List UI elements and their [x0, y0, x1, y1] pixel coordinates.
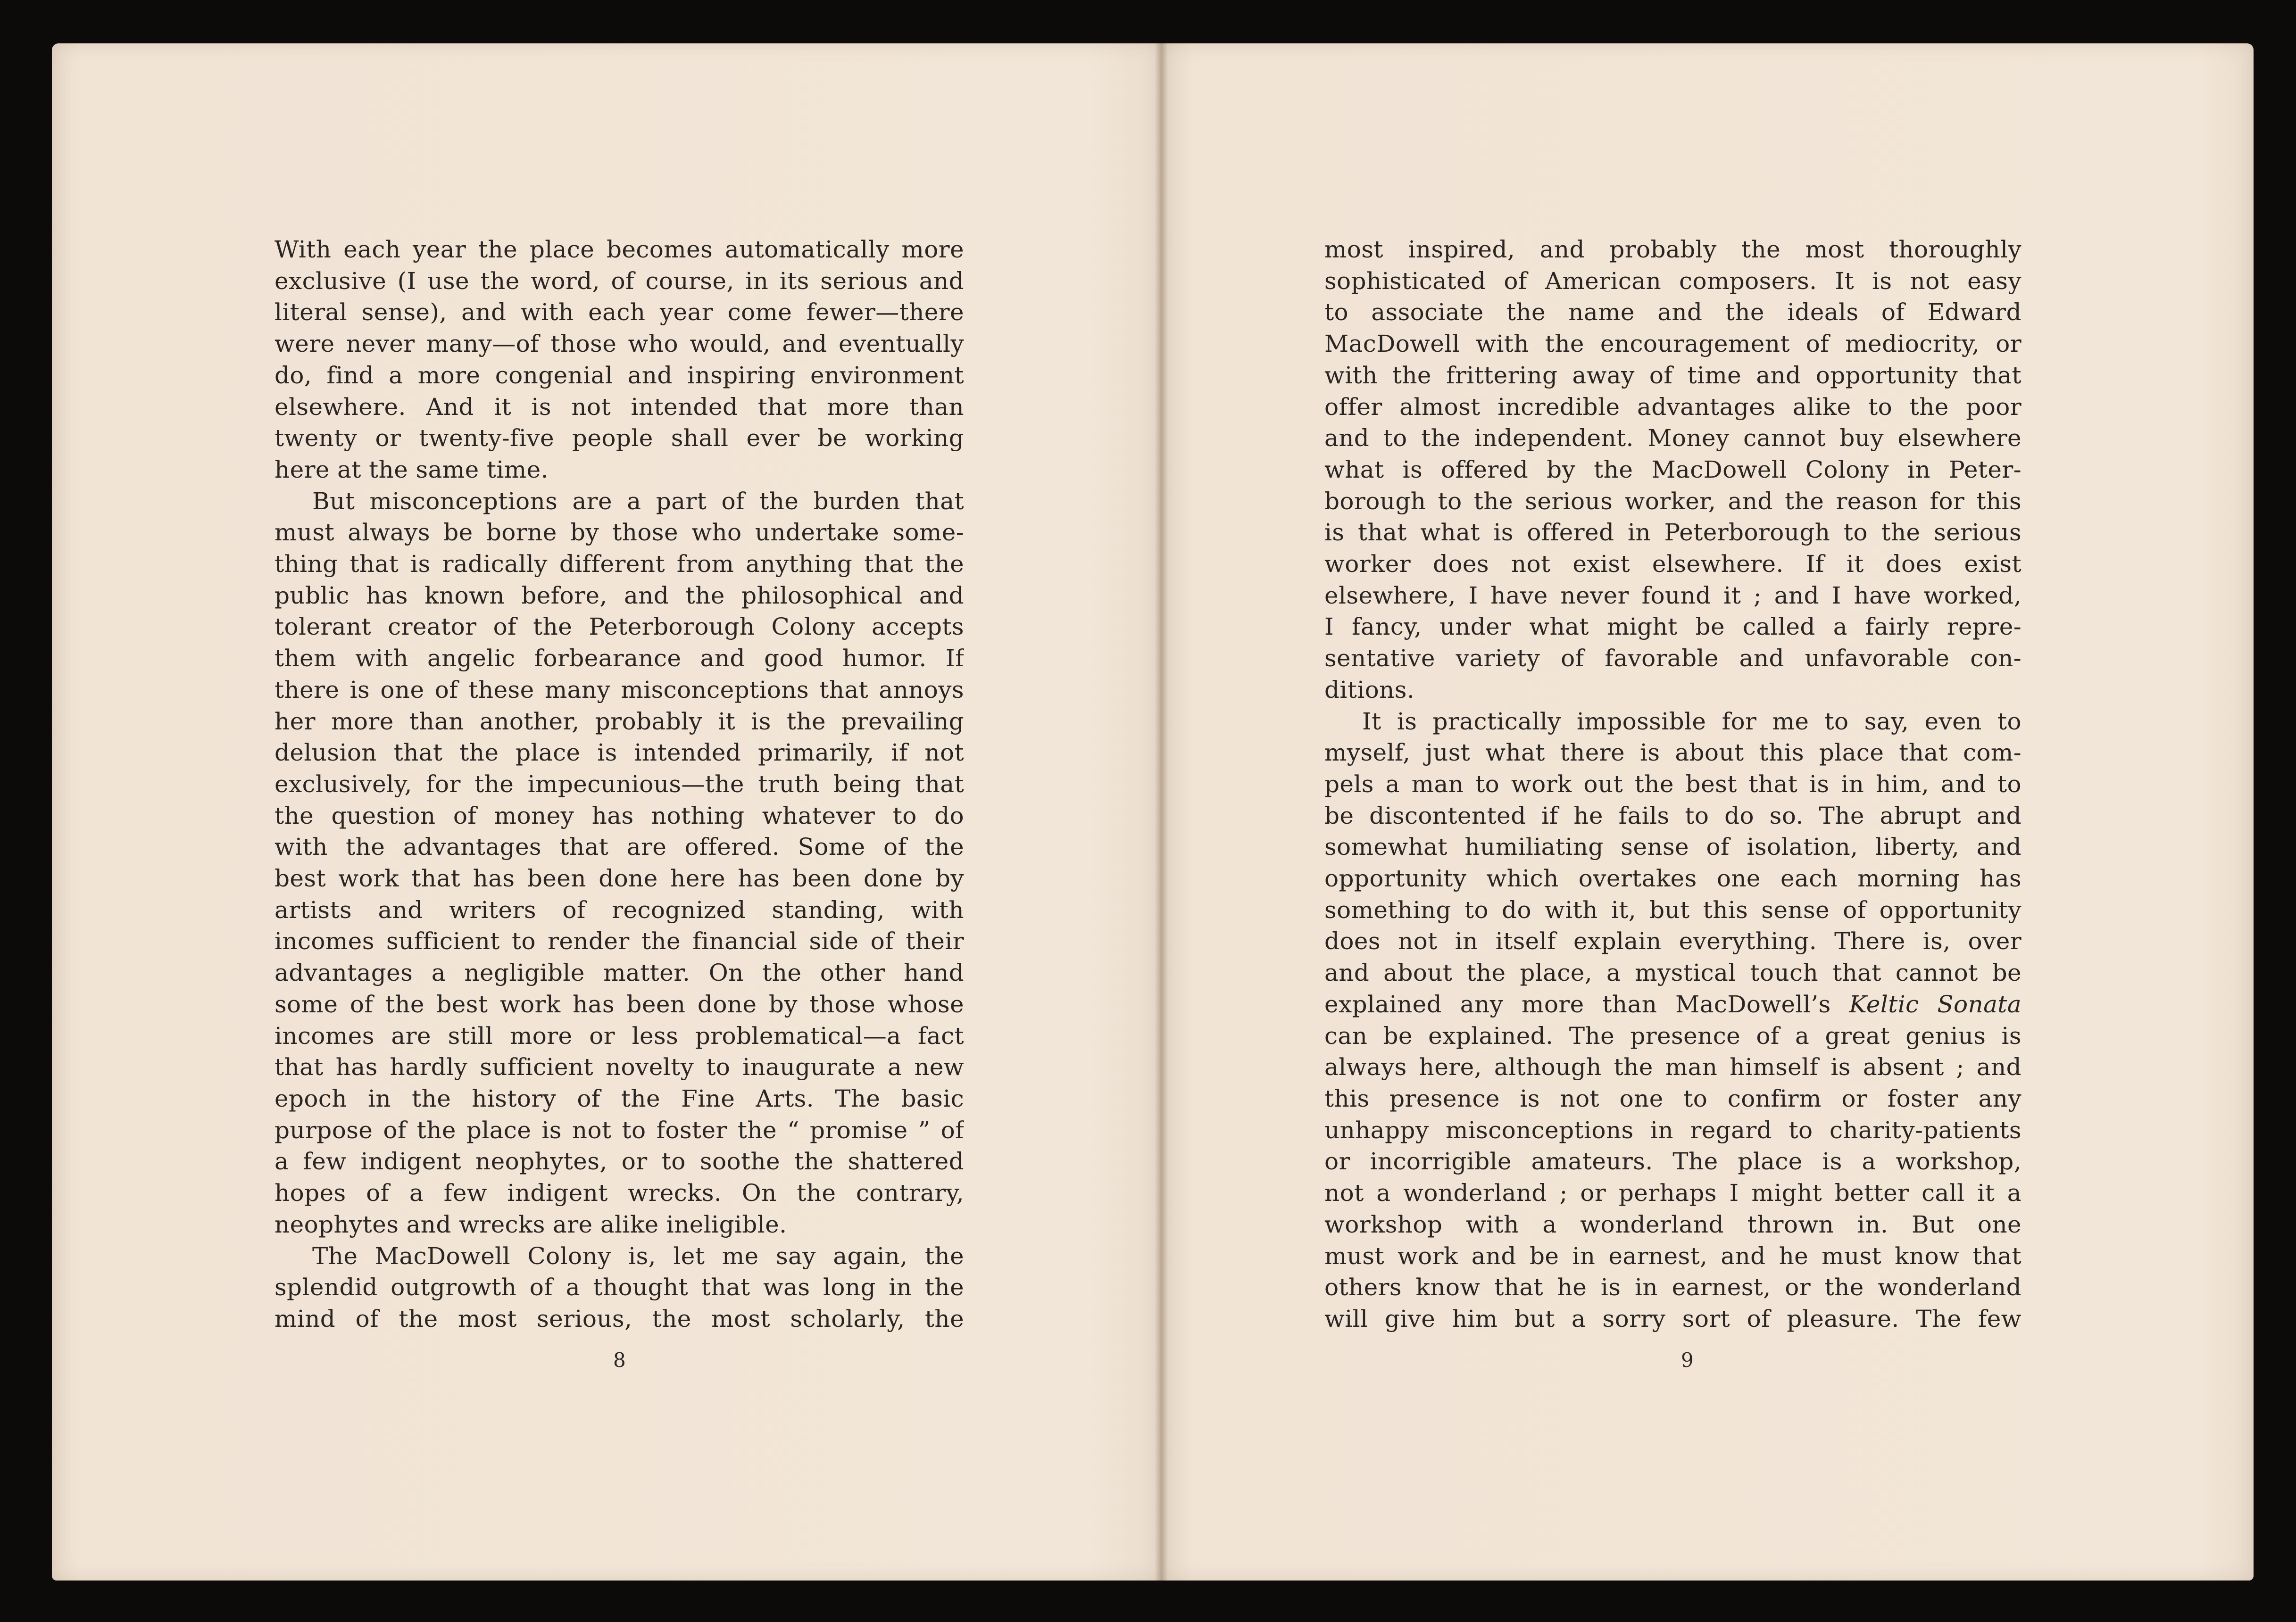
text-line: With each year the place becomes automatically more [275, 236, 964, 263]
text-line: It is practically impossible for me to say, even to [1362, 707, 2021, 735]
text-line: incomes sufficient to render the financial side of their [275, 927, 964, 955]
text-line: workshop with a wonderland thrown in. But one [1324, 1210, 2021, 1238]
text-line: pels a man to work out the best that is in him, and to [1324, 770, 2021, 798]
text-line: with the frittering away of time and opportunity that [1324, 361, 2021, 389]
text-line: will give him but a sorry sort of pleasure. The few [1324, 1305, 2021, 1332]
text-line: a few indigent neophytes, or to soothe the shattered [275, 1148, 964, 1175]
text-line: must always be borne by those who undertake some- [275, 519, 964, 546]
text-line: tolerant creator of the Peterborough Colony accepts [275, 613, 964, 641]
text-line: offer almost incredible advantages alike to the poor [1324, 393, 2021, 421]
text-line: is that what is offered in Peterborough to the serious [1324, 519, 2021, 546]
text-line: something to do with it, but this sense of opportunity [1324, 896, 2021, 924]
text-line: incomes are still more or less problematical—a fact [275, 1022, 964, 1050]
text-line: But misconceptions are a part of the burden that [312, 487, 964, 515]
text-line: ditions. [1324, 676, 1415, 703]
text-line: and to the independent. Money cannot buy elsewhere [1324, 424, 2021, 452]
text-line: hopes of a few indigent wrecks. On the contrary, [275, 1179, 964, 1207]
text-line: advantages a negligible matter. On the other hand [275, 959, 964, 987]
right-page-text [1324, 234, 2021, 1335]
text-line: elsewhere, I have never found it ; and I have worked, [1324, 581, 2021, 609]
text-line: elsewhere. And it is not intended that more than [275, 393, 964, 421]
text-line: MacDowell with the encouragement of mediocrity, or [1324, 330, 2021, 358]
italic-title: Keltic Sonata [1849, 990, 2021, 1018]
text-line: literal sense), and with each year come fewer—there [275, 298, 964, 326]
text-line: somewhat humiliating sense of isolation, liberty, and [1324, 833, 2021, 861]
text-line: this presence is not one to confirm or foster any [1324, 1084, 2021, 1112]
text-line: borough to the serious worker, and the reason for this [1324, 487, 2021, 515]
text-line: myself, just what there is about this place that com- [1324, 739, 2021, 767]
text-line: were never many—of those who would, and eventually [275, 330, 964, 358]
text-line: unhappy misconceptions in regard to charity-patients [1324, 1116, 2021, 1144]
text-line: purpose of the place is not to foster the “ promise ” of [275, 1116, 964, 1144]
text-line: sentative variety of favorable and unfavorable con- [1324, 645, 2021, 672]
text-span: explained any more than MacDowell’s [1324, 990, 1831, 1018]
text-line: and about the place, a mystical touch that cannot be [1324, 959, 2021, 987]
text-line: do, find a more congenial and inspiring environment [275, 361, 964, 389]
text-line: must work and be in earnest, and he must know that [1324, 1242, 2021, 1270]
text-line: or incorrigible amateurs. The place is a workshop, [1324, 1148, 2021, 1175]
text-line: there is one of these many misconceptions that annoys [275, 676, 964, 703]
text-line: The MacDowell Colony is, let me say again, the [312, 1242, 964, 1270]
text-line: exclusive (I use the word, of course, in its serious and [275, 267, 964, 295]
text-line: most inspired, and probably the most thoroughly [1324, 236, 2021, 263]
page-number-left: 8 [613, 1349, 626, 1372]
text-line: splendid outgrowth of a thought that was long in the [275, 1274, 964, 1301]
text-line: delusion that the place is intended primarily, if not [275, 739, 964, 767]
text-line: be discontented if he fails to do so. The abrupt and [1324, 802, 2021, 829]
text-line: opportunity which overtakes one each morning has [1324, 865, 2021, 893]
text-line: them with angelic forbearance and good humor. If [275, 645, 964, 672]
text-line: thing that is radically different from anything that the [275, 550, 964, 578]
text-line: twenty or twenty-five people shall ever be working [275, 424, 964, 452]
text-line: mind of the most serious, the most scholarly, the [275, 1305, 964, 1332]
text-line: some of the best work has been done by those whose [275, 990, 964, 1018]
text-line: the question of money has nothing whatever to do [275, 802, 964, 829]
text-line: with the advantages that are offered. Some of the [275, 833, 964, 861]
text-line: her more than another, probably it is the prevailing [275, 707, 964, 735]
book-gutter [1155, 43, 1168, 1581]
text-line: artists and writers of recognized standing, with [275, 896, 964, 924]
text-line: public has known before, and the philosophical and [275, 581, 964, 609]
text-line: not a wonderland ; or perhaps I might better call it a [1324, 1179, 2021, 1207]
left-page-text [275, 234, 964, 1335]
text-line: I fancy, under what might be called a fairly repre- [1324, 613, 2021, 641]
text-line: that has hardly sufficient novelty to inaugurate a new [275, 1053, 964, 1081]
text-line: what is offered by the MacDowell Colony in Peter- [1324, 455, 2021, 483]
text-line: sophisticated of American composers. It is not easy [1324, 267, 2021, 295]
text-line: worker does not exist elsewhere. If it does exist [1324, 550, 2021, 578]
text-line: here at the same time. [275, 455, 549, 483]
text-line: can be explained. The presence of a great genius is [1324, 1022, 2021, 1050]
page-number-right: 9 [1681, 1349, 1694, 1372]
text-line: best work that has been done here has been done by [275, 865, 964, 893]
text-line: others know that he is in earnest, or the wonderland [1324, 1274, 2021, 1301]
text-line: exclusively, for the impecunious—the truth being that [275, 770, 964, 798]
text-line [1324, 989, 2021, 1020]
text-line: to associate the name and the ideals of Edward [1324, 298, 2021, 326]
text-line: does not in itself explain everything. There is, over [1324, 927, 2021, 955]
text-line: always here, although the man himself is absent ; and [1324, 1053, 2021, 1081]
text-line: epoch in the history of the Fine Arts. The basic [275, 1084, 964, 1112]
text-line: neophytes and wrecks are alike ineligible. [275, 1210, 787, 1238]
